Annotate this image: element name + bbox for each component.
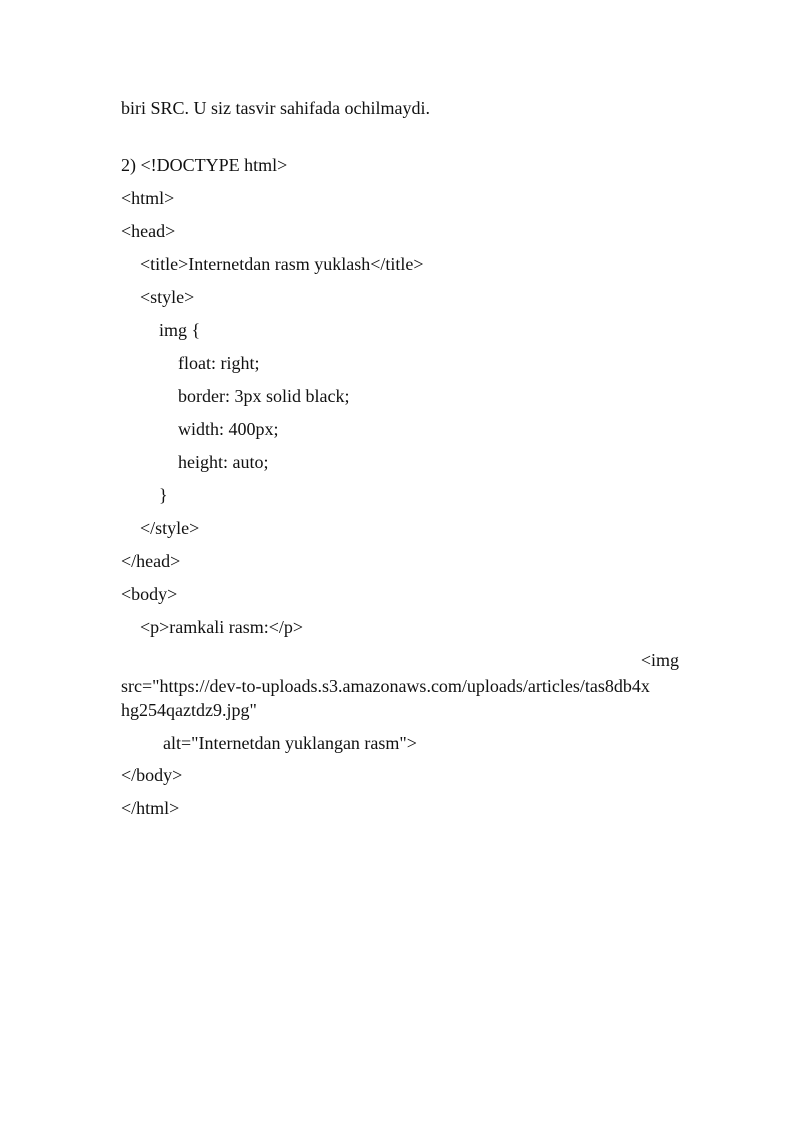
code-line-doctype: 2) <!DOCTYPE html> <box>121 155 288 175</box>
code-line-img-src: src="https://dev-to-uploads.s3.amazonaws.com/uploads/articles/tas8db4x <box>121 676 650 696</box>
code-line-html-open: <html> <box>121 188 175 208</box>
code-line-head-close: </head> <box>121 551 181 571</box>
code-line-body-open: <body> <box>121 584 178 604</box>
intro-paragraph: biri SRC. U siz tasvir sahifada ochilmaydi. <box>121 98 430 118</box>
code-line-body-close: </body> <box>121 765 183 785</box>
code-line-img-selector: img { <box>159 320 201 340</box>
code-line-img-alt: alt="Internetdan yuklangan rasm"> <box>163 733 417 753</box>
code-line-height: height: auto; <box>178 452 269 472</box>
code-line-img-src-cont: hg254qaztdz9.jpg" <box>121 700 257 720</box>
code-line-style-open: <style> <box>140 287 195 307</box>
code-line-html-close: </html> <box>121 798 180 818</box>
code-line-title: <title>Internetdan rasm yuklash</title> <box>140 254 424 274</box>
code-line-style-close: </style> <box>140 518 200 538</box>
code-line-float: float: right; <box>178 353 260 373</box>
code-line-border: border: 3px solid black; <box>178 386 350 406</box>
code-line-paragraph: <p>ramkali rasm:</p> <box>140 617 304 637</box>
code-line-brace-close: } <box>159 485 168 505</box>
code-line-width: width: 400px; <box>178 419 279 439</box>
code-line-img-open: <img <box>640 650 679 670</box>
code-line-head-open: <head> <box>121 221 176 241</box>
